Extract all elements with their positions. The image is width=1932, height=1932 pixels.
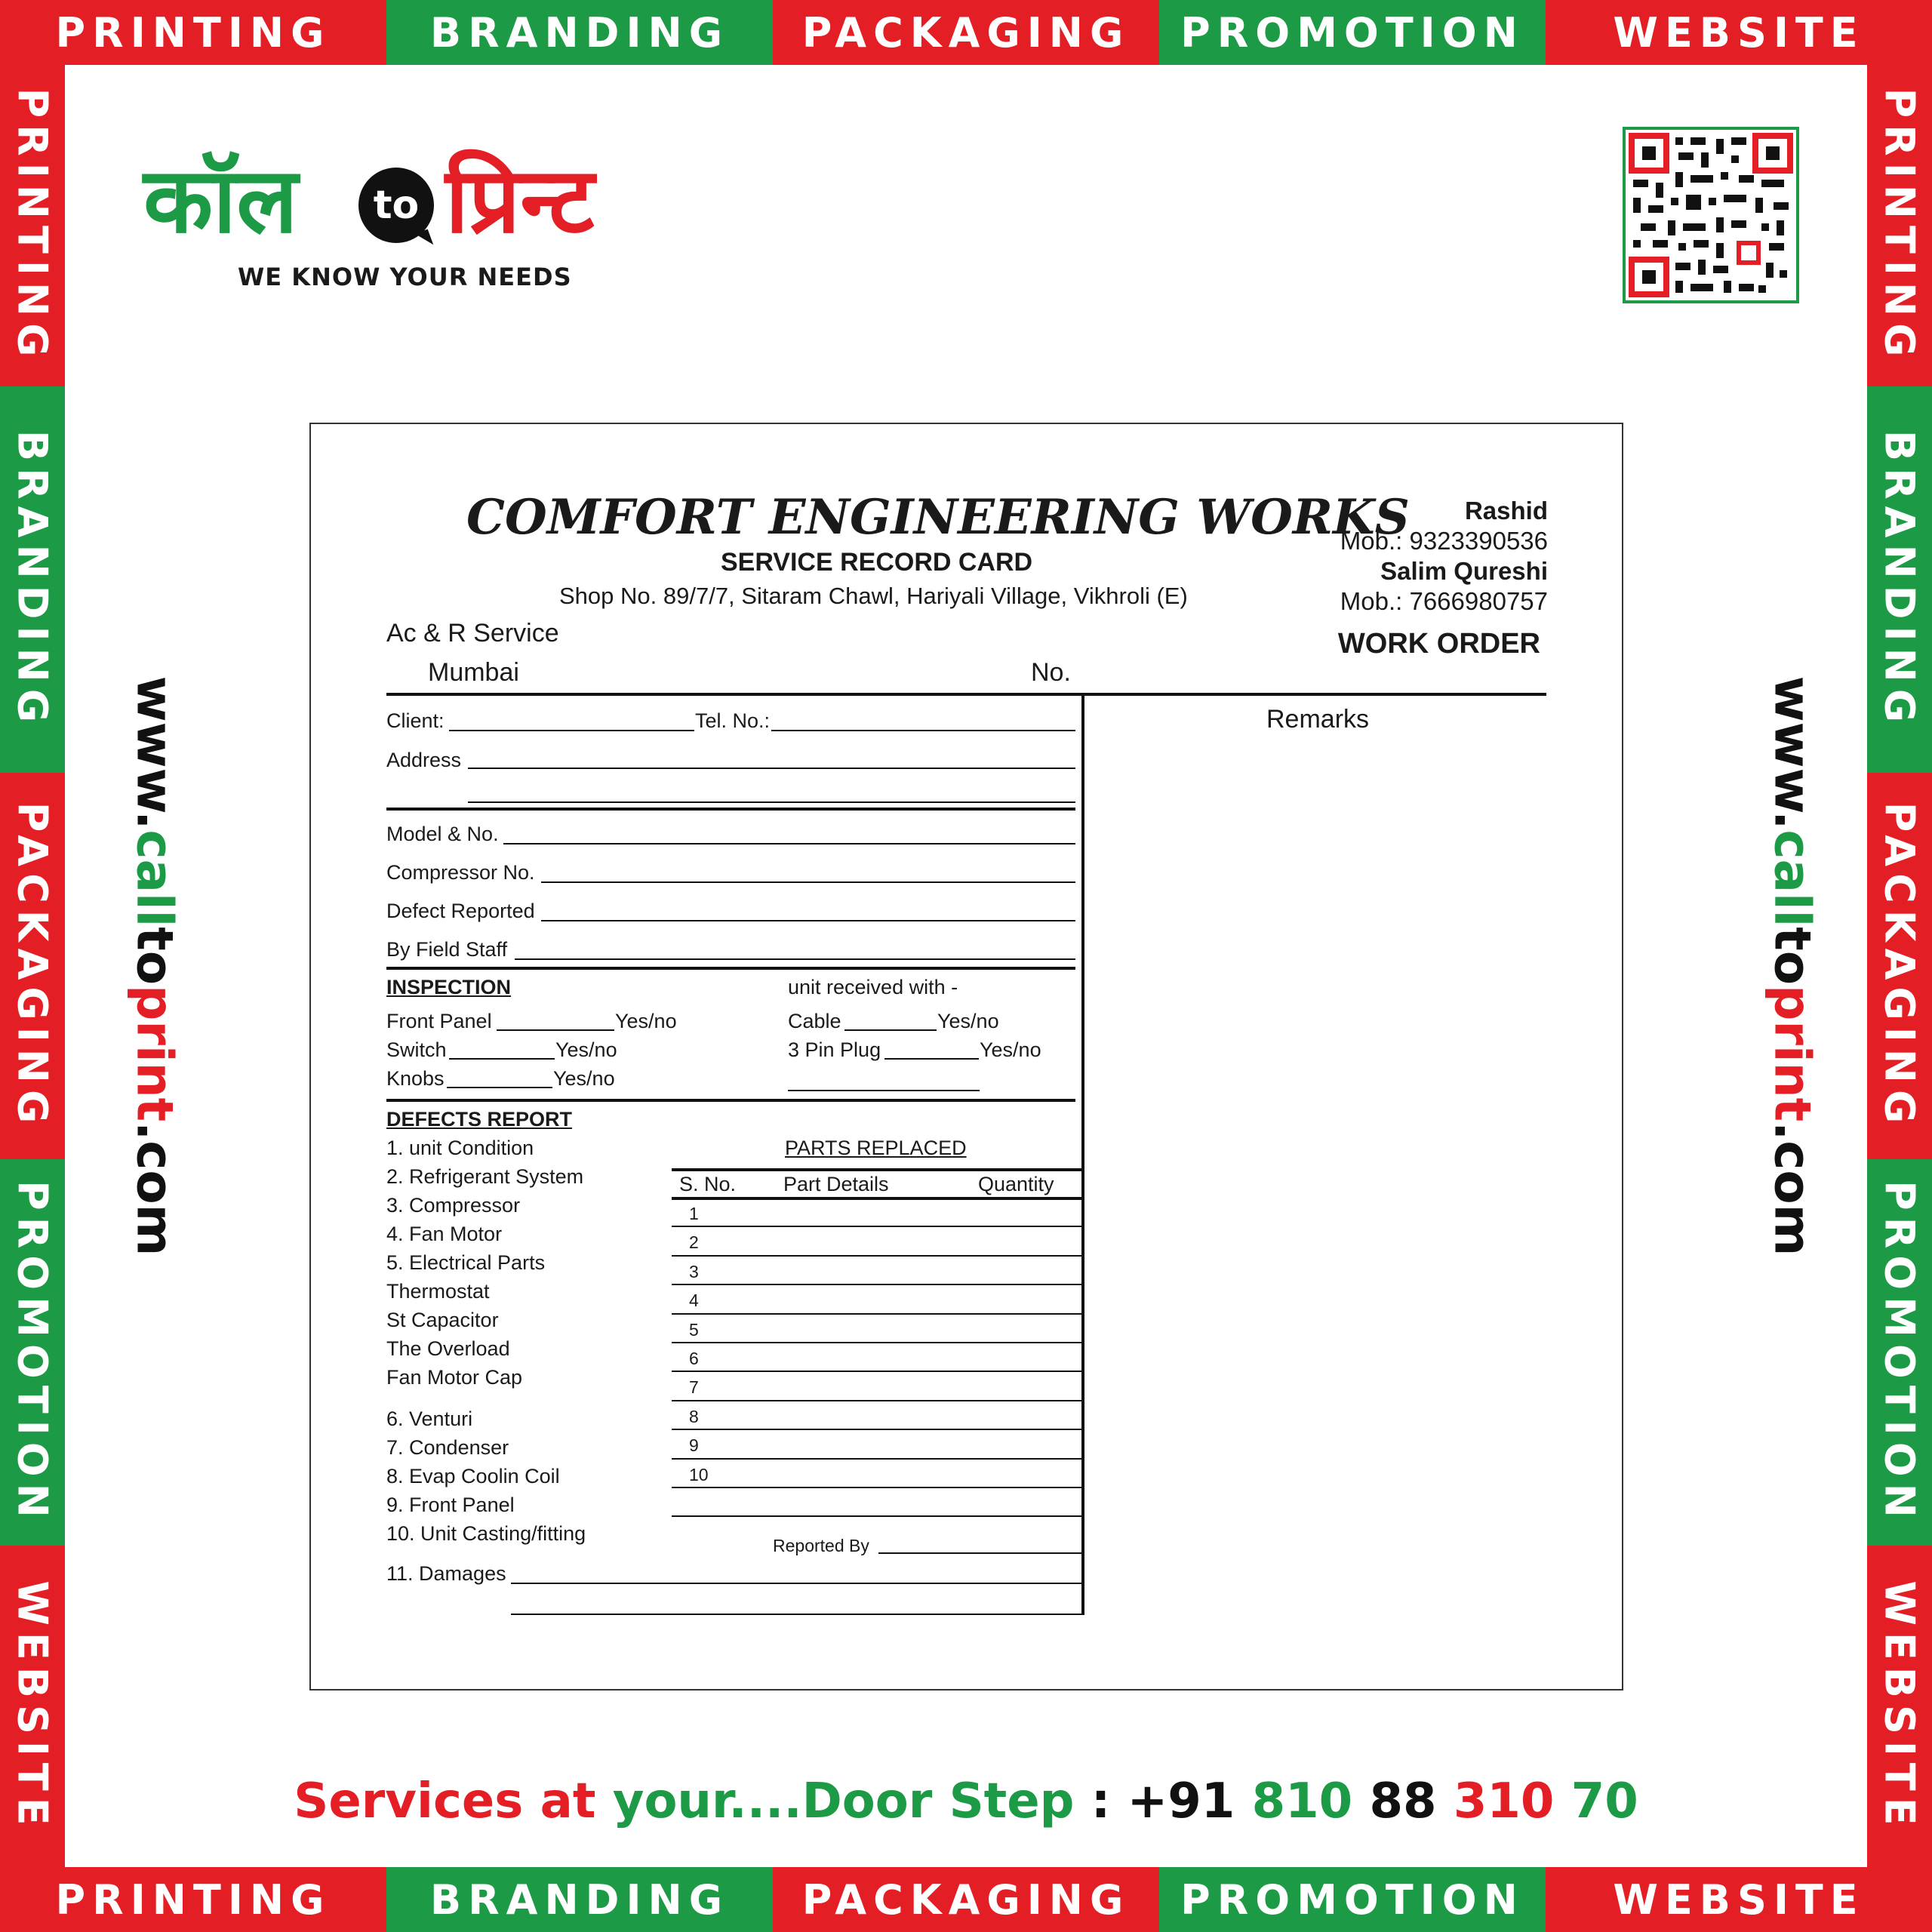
model-field[interactable]: [503, 843, 1075, 844]
services-slogan: [0, 1774, 1932, 1829]
slogan-services: Services at: [294, 1774, 613, 1829]
parts-row-line[interactable]: [672, 1400, 1083, 1401]
contact-mobile-2[interactable]: Mob.: 7666980757: [1340, 587, 1548, 615]
address-field-1[interactable]: [468, 768, 1075, 769]
url-print: print: [1763, 985, 1822, 1122]
address-label: Address: [386, 749, 462, 771]
pin-plug-field[interactable]: [884, 1058, 979, 1060]
defect-label: Defect Reported: [386, 900, 535, 922]
switch-label: Switch: [386, 1038, 447, 1061]
banner-branding-segment: [1867, 386, 1932, 773]
company-title: COMFORT ENGINEERING WORKS: [466, 489, 1410, 546]
website-url-left[interactable]: [126, 676, 184, 1257]
column-divider: [1081, 694, 1084, 1615]
city-label: Mumbai: [428, 658, 519, 687]
service-record-card: [309, 423, 1623, 1690]
phone-part-2[interactable]: 88: [1352, 1774, 1454, 1829]
cable-label: Cable: [788, 1010, 841, 1032]
banner-printing-segment: [0, 65, 65, 386]
banner-branding: BRANDING: [1875, 429, 1924, 730]
defect-item: 5. Electrical Parts: [386, 1251, 546, 1274]
defect-item: 2. Refrigerant System: [386, 1165, 584, 1188]
defect-item: 1. unit Condition: [386, 1137, 534, 1159]
banner-branding: BRANDING: [386, 0, 773, 65]
parts-row-number: 10: [689, 1464, 709, 1484]
url-call: call: [1763, 829, 1822, 928]
parts-row-line[interactable]: [672, 1515, 1083, 1517]
logo-to-bubble: to: [358, 168, 434, 243]
defect-item: The Overload: [386, 1337, 510, 1360]
slogan-door-step: your....Door Step: [612, 1774, 1075, 1829]
knobs-field[interactable]: [447, 1087, 552, 1088]
defect-item: 6. Venturi: [386, 1407, 473, 1430]
url-prefix: www.: [125, 675, 184, 830]
banner-website: WEBSITE: [1546, 0, 1932, 65]
url-suffix: .com: [125, 1121, 184, 1257]
yesno-label: Yes/no: [553, 1067, 615, 1090]
defect-item: 8. Evap Coolin Coil: [386, 1465, 560, 1487]
col-quantity: Quantity: [978, 1173, 1054, 1195]
parts-row-number: 5: [689, 1319, 699, 1340]
contact-name-2: Salim Qureshi: [1380, 557, 1548, 585]
parts-row-line[interactable]: [672, 1429, 1083, 1430]
parts-row-number: 8: [689, 1406, 699, 1426]
front-panel-field[interactable]: [497, 1029, 614, 1031]
url-print: print: [125, 985, 184, 1122]
logo-call-text: कॉल: [143, 149, 298, 254]
banner-branding-segment: [0, 386, 65, 773]
defect-item: St Capacitor: [386, 1309, 499, 1331]
banner-printing: PRINTING: [0, 0, 386, 65]
switch-field[interactable]: [449, 1058, 555, 1060]
pin-plug-label: 3 Pin Plug: [788, 1038, 881, 1061]
unit-received-label: unit received with -: [788, 976, 958, 998]
defect-item: 4. Fan Motor: [386, 1223, 503, 1245]
parts-row-number: 9: [689, 1435, 699, 1456]
shop-address: Shop No. 89/7/7, Sitaram Chawl, Hariyali Village, Vikhroli (E): [559, 583, 1188, 609]
url-to: to: [1763, 927, 1822, 986]
inspection-title: INSPECTION: [386, 976, 512, 998]
section-divider: [386, 808, 1075, 811]
url-prefix: www.: [1763, 675, 1822, 830]
banner-packaging-segment: [0, 773, 65, 1159]
defect-item: 7. Condenser: [386, 1436, 509, 1459]
front-panel-label: Front Panel: [386, 1010, 492, 1032]
client-field[interactable]: [449, 730, 694, 731]
bottom-banner: [0, 1867, 1932, 1932]
compressor-label: Compressor No.: [386, 861, 535, 884]
banner-promotion-segment: [1867, 1159, 1932, 1546]
address-field-2[interactable]: [468, 801, 1075, 803]
banner-promotion: PROMOTION: [1875, 1180, 1924, 1524]
tel-field[interactable]: [771, 730, 1075, 731]
yesno-label: Yes/no: [937, 1010, 999, 1032]
defect-item: 10. Unit Casting/fitting: [386, 1522, 586, 1545]
knobs-label: Knobs: [386, 1067, 445, 1090]
contact-name-1: Rashid: [1464, 497, 1548, 525]
banner-promotion-segment: [0, 1159, 65, 1546]
url-call: call: [125, 829, 184, 928]
top-banner: [0, 0, 1932, 65]
remarks-label: Remarks: [1266, 705, 1370, 734]
parts-row-line[interactable]: [672, 1255, 1083, 1257]
qr-code-icon[interactable]: [1623, 127, 1799, 303]
field-staff-label: By Field Staff: [386, 938, 508, 961]
slogan-country-code: : +91: [1074, 1774, 1252, 1829]
banner-printing: PRINTING: [0, 1867, 386, 1932]
parts-row-line[interactable]: [672, 1226, 1083, 1227]
phone-part-1[interactable]: 810: [1251, 1774, 1353, 1829]
brand-logo: [143, 136, 672, 302]
defect-item: 9. Front Panel: [386, 1494, 515, 1516]
contact-mobile-1[interactable]: Mob.: 9323390536: [1340, 527, 1548, 555]
banner-packaging: PACKAGING: [773, 0, 1159, 65]
defect-item: Fan Motor Cap: [386, 1366, 523, 1389]
yesno-label: Yes/no: [980, 1038, 1041, 1061]
field-staff-field[interactable]: [515, 958, 1075, 960]
header-divider: [386, 693, 1546, 696]
logo-print-text: प्रिन्ट: [445, 149, 595, 254]
parts-row-number: 6: [689, 1349, 699, 1368]
extra-item-field[interactable]: [788, 1090, 980, 1091]
parts-row-number: 3: [689, 1261, 699, 1281]
reported-by-label: Reported By: [773, 1536, 869, 1555]
yesno-label: Yes/no: [615, 1010, 677, 1032]
defects-title: DEFECTS REPORT: [386, 1108, 573, 1131]
parts-table-top: [672, 1168, 1083, 1171]
yesno-label: Yes/no: [555, 1038, 617, 1061]
parts-row-number: 2: [689, 1232, 699, 1253]
cable-field[interactable]: [844, 1029, 937, 1031]
parts-row-line[interactable]: [672, 1342, 1083, 1343]
damages-label: 11. Damages: [386, 1562, 506, 1585]
banner-packaging: PACKAGING: [8, 801, 57, 1131]
defect-item: 3. Compressor: [386, 1194, 521, 1217]
parts-row-line[interactable]: [672, 1313, 1083, 1315]
parts-replaced-title: PARTS REPLACED: [785, 1137, 967, 1159]
number-label: No.: [1031, 658, 1071, 687]
work-order-label: WORK ORDER: [1337, 628, 1540, 660]
damages-field-2[interactable]: [511, 1614, 1081, 1615]
banner-packaging: PACKAGING: [1875, 801, 1924, 1131]
parts-row-line[interactable]: [672, 1284, 1083, 1285]
service-type: Ac & R Service: [386, 619, 559, 648]
logo-tagline: WE KNOW YOUR NEEDS: [238, 263, 572, 291]
left-banner: [0, 65, 65, 1867]
parts-row-number: 7: [689, 1377, 699, 1398]
banner-promotion: PROMOTION: [1159, 1867, 1546, 1932]
parts-header-divider: [672, 1197, 1083, 1200]
banner-printing-segment: [1867, 65, 1932, 386]
banner-packaging-segment: [1867, 773, 1932, 1159]
client-label: Client:: [386, 709, 445, 732]
col-sno: S. No.: [679, 1173, 737, 1195]
phone-part-3[interactable]: 310: [1453, 1774, 1555, 1829]
url-to: to: [125, 927, 184, 986]
banner-branding: BRANDING: [8, 429, 57, 730]
banner-branding: BRANDING: [386, 1867, 773, 1932]
defect-item: Thermostat: [386, 1280, 490, 1303]
banner-packaging: PACKAGING: [773, 1867, 1159, 1932]
defect-field[interactable]: [541, 920, 1075, 921]
banner-website: WEBSITE: [8, 1580, 57, 1832]
phone-part-4[interactable]: 70: [1554, 1774, 1638, 1829]
banner-promotion: PROMOTION: [1159, 0, 1546, 65]
compressor-field[interactable]: [541, 881, 1075, 883]
banner-website: WEBSITE: [1546, 1867, 1932, 1932]
parts-row-line[interactable]: [672, 1371, 1083, 1372]
damages-field-1[interactable]: [511, 1583, 1081, 1584]
section-divider: [386, 967, 1075, 970]
col-part-details: Part Details: [783, 1173, 889, 1195]
banner-printing: PRINTING: [8, 88, 57, 364]
model-label: Model & No.: [386, 823, 499, 845]
url-suffix: .com: [1763, 1121, 1822, 1257]
qr-code-graphic: [1626, 130, 1796, 300]
parts-row-number: 1: [689, 1204, 699, 1223]
parts-row-line[interactable]: [672, 1487, 1083, 1488]
banner-website: WEBSITE: [1875, 1580, 1924, 1832]
section-divider: [386, 1099, 1075, 1102]
banner-printing: PRINTING: [1875, 88, 1924, 364]
tel-label: Tel. No.:: [695, 709, 771, 732]
banner-promotion: PROMOTION: [8, 1180, 57, 1524]
right-banner: [1867, 65, 1932, 1867]
card-subtitle: SERVICE RECORD CARD: [721, 548, 1033, 577]
parts-row-line[interactable]: [672, 1458, 1083, 1460]
website-url-right[interactable]: [1764, 676, 1822, 1257]
parts-row-number: 4: [689, 1291, 699, 1311]
reported-by-field[interactable]: [878, 1552, 1081, 1554]
